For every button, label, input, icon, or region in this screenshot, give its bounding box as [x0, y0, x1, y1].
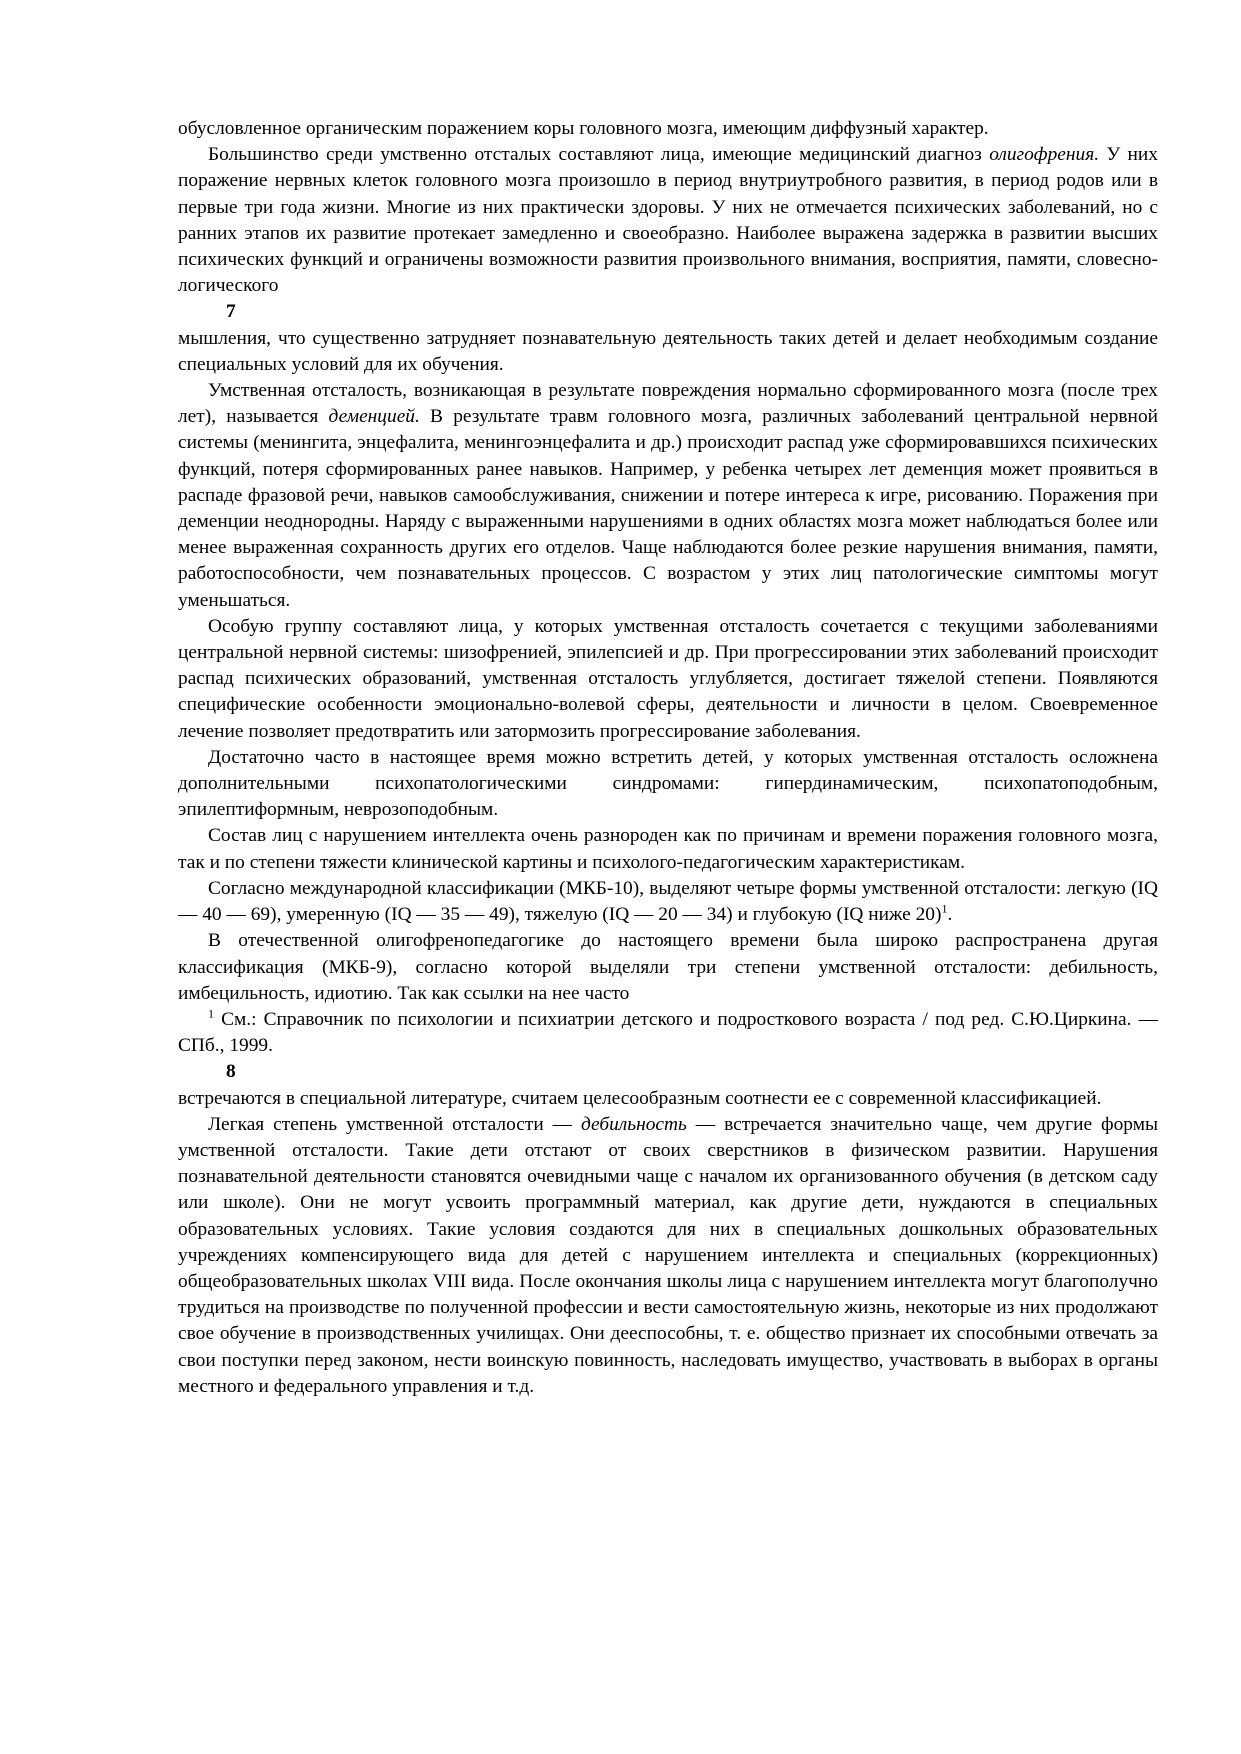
term-debility: дебильность	[580, 1113, 687, 1135]
paragraph-special-group: Особую группу составляют лица, у которых умственная отсталость сочетается с текущими заболеваниями центральной нервной системы: шизофренией, эпилепсией и др. При прогрессировании этих заболеваний происходит распад психических образований, умственная отсталость углубляется, достигает тяжелой степени. Появляются специфические особенности эмоционально-волевой сферы, деятельности и личности в целом. Своевременное лечение позволяет предотвратить или затормозить прогрессирование заболевания.	[178, 615, 1158, 742]
paragraph-syndromes: Достаточно часто в настоящее время можно встретить детей, у которых умственная отсталость осложнена дополнительными психопатологическими синдромами: гипердинамическим, психопатоподобным, эпилептиформным, неврозоподобным.	[178, 746, 1158, 821]
text-run: Легкая степень умственной отсталости —	[208, 1113, 581, 1135]
text-run: В результате травм головного мозга, различных заболеваний центральной нервной системы (менингита, энцефалита, менингоэнцефалита и др.) происходит распад уже сформировавшихся психических функций, потеря сформированных ранее навыков. Например, у ребенка четырех лет деменция может проявиться в распаде фразовой речи, навыков самообслуживания, снижении и потере интереса к игре, рисованию. Поражения при деменции неоднородны. Наряду с выраженными нарушениями в одних областях мозга может наблюдаться более или менее выраженная сохранность других его отделов. Чаще наблюдаются более резкие нарушения внимания, памяти, работоспособности, чем познавательных процессов. С возрастом у этих лиц патологические симптомы могут уменьшаться.	[178, 406, 1159, 611]
paragraph-composition: Состав лиц с нарушением интеллекта очень разнороден как по причинам и времени поражения головного мозга, так и по степени тяжести клинической картины и психолого-педагогическим характеристикам.	[178, 825, 1158, 873]
paragraph-icd9: В отечественной олигофренопедагогике до настоящего времени была широко распространена другая классификация (МКБ-9), согласно которой выделяли три степени умственной отсталости: дебильность, имбецильность, идиотию. Так как ссылки на нее часто	[178, 930, 1158, 1004]
text-run: Согласно международной классификации (МКБ-10), выделяют четыре формы умственной отсталости: легкую (IQ — 40 — 69), умеренную (IQ — 35 — 49), тяжелую (IQ — 20 — 34) и глубокую (IQ ниже 20)	[178, 877, 1158, 926]
paragraph-debility	[178, 1112, 1158, 1400]
footnote-marker: 1	[208, 1006, 214, 1021]
paragraph-oligophrenia	[178, 142, 1158, 299]
text-run: Умственная отсталость, возникающая в результате повреждения нормально сформированного мозга (после трех лет), называется	[178, 380, 1158, 428]
text-run: Большинство среди умственно отсталых составляют лица, имеющие медицинский диагноз	[208, 144, 990, 166]
paragraph-continuation: обусловленное органическим поражением коры головного мозга, имеющим диффузный характер.	[178, 118, 989, 139]
paragraph-icd10	[178, 876, 1158, 928]
text-run: У них поражение нервных клеток головного мозга произошло в период внутриутробного развития, в период родов или в первые три года жизни. Многие из них практически здоровы. У них не отмечается психических заболеваний, но с ранних этапов их развитие протекает замедленно и своеобразно. Наиболее выражена задержка в развитии высших психических функций и ограничены возможности развития произвольного внимания, восприятия, памяти, словесно-логического	[178, 144, 1158, 297]
term-oligophrenia: олигофрения.	[989, 144, 1100, 166]
text-run: — встречается значительно чаще, чем другие формы умственной отсталости. Такие дети отстают от своих сверстников в физическом развитии. Нарушения познавательной деятельности становятся очевидными чаще с началом их организованного обучения (в детском саду или школе). Они не могут усвоить программный материал, как другие дети, нуждаются в специальных образовательных условиях. Такие условия создаются для них в специальных дошкольных образовательных учреждениях компенсирующего вида для детей с нарушением интеллекта и специальных (коррекционных) общеобразовательных школах VIII вида. После окончания школы лица с нарушением интеллекта могут благополучно трудиться на производстве по полученной профессии и вести самостоятельную жизнь, некоторые из них продолжают свое обучение в производственных училищах. Они дееспособны, т. е. общество признает их способными отвечать за свои поступки перед законом, нести воинскую повинность, наследовать имущество, участвовать в выборах в органы местного и федерального управления и т.д.	[178, 1113, 1158, 1397]
footnote-text: См.: Справочник по психологии и психиатрии детского и подросткового возраста / под ред. С.Ю.Циркина. — СПб., 1999.	[178, 1008, 1158, 1057]
text-run: .	[947, 904, 953, 926]
page-number: 8	[226, 1061, 236, 1083]
paragraph-continuation: встречаются в специальной литературе, считаем целесообразным соотнести ее с современной классификацией.	[178, 1087, 1102, 1109]
page-number: 7	[226, 301, 236, 323]
text-column	[178, 116, 1158, 1400]
term-dementia: деменцией.	[328, 406, 420, 428]
paragraph-dementia	[178, 378, 1158, 614]
footnote-reference: 1	[941, 901, 948, 916]
footnote	[178, 1007, 1158, 1059]
paragraph-continuation: мышления, что существенно затрудняет познавательную деятельность таких детей и делает необходимым создание специальных условий для их обучения.	[178, 327, 1158, 375]
